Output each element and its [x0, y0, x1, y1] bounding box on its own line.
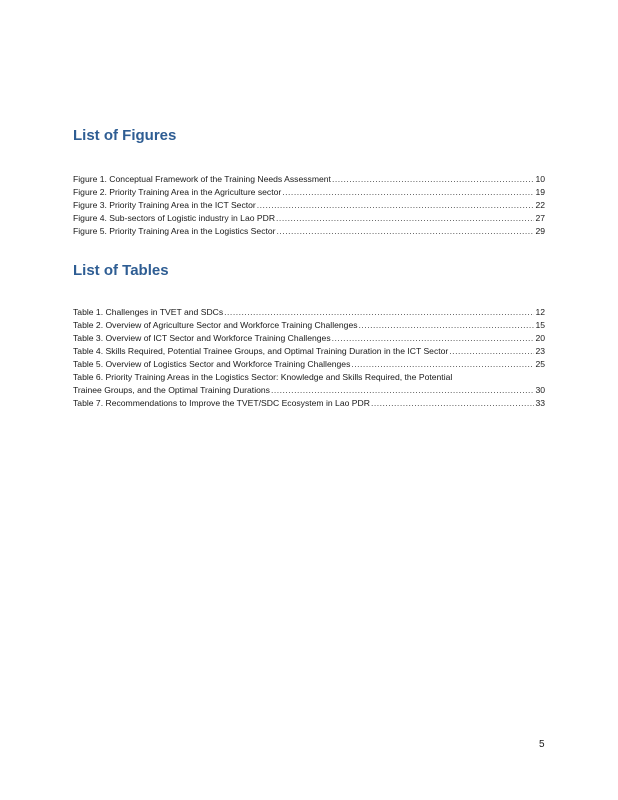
entry-page-number: 23 [535, 346, 545, 356]
entry-page-number: 33 [535, 398, 545, 408]
entry-title-line-2: Trainee Groups, and the Optimal Training Durations [73, 385, 270, 395]
dot-leader [224, 306, 534, 319]
list-of-tables-heading: List of Tables [73, 262, 169, 279]
dot-leader [332, 173, 535, 186]
list-of-figures-heading: List of Figures [73, 127, 177, 144]
entry-page-number: 20 [535, 333, 545, 343]
entry-last-line [73, 384, 545, 397]
entry-page-number: 27 [535, 213, 545, 223]
table-entry-1[interactable] [73, 306, 545, 319]
entry-title: Table 3. Overview of ICT Sector and Workforce Training Challenges [73, 333, 331, 343]
entry-page-number: 19 [535, 187, 545, 197]
figure-entry-5[interactable] [73, 225, 545, 238]
tables-list [73, 306, 545, 410]
entry-title: Table 2. Overview of Agriculture Sector and Workforce Training Challenges [73, 320, 358, 330]
entry-title: Table 4. Skills Required, Potential Trainee Groups, and Optimal Training Duration in the ICT Sector [73, 346, 449, 356]
figure-entry-1[interactable] [73, 173, 545, 186]
entry-page-number: 29 [535, 226, 545, 236]
entry-page-number: 15 [535, 320, 545, 330]
table-entry-6[interactable] [73, 371, 545, 397]
entry-page-number: 30 [535, 385, 545, 395]
figure-entry-4[interactable] [73, 212, 545, 225]
entry-title: Table 1. Challenges in TVET and SDCs [73, 307, 224, 317]
entry-title: Table 7. Recommendations to Improve the TVET/SDC Ecosystem in Lao PDR [73, 398, 370, 408]
dot-leader [271, 384, 534, 397]
table-entry-4[interactable] [73, 345, 545, 358]
entry-title: Figure 4. Sub-sectors of Logistic industry in Lao PDR [73, 213, 276, 223]
dot-leader [257, 199, 535, 212]
entry-title-line-1: Table 6. Priority Training Areas in the Logistics Sector: Knowledge and Skills Required, the Potential [73, 372, 453, 382]
entry-title: Table 5. Overview of Logistics Sector and Workforce Training Challenges [73, 359, 351, 369]
figure-entry-3[interactable] [73, 199, 545, 212]
figure-entry-2[interactable] [73, 186, 545, 199]
table-entry-3[interactable] [73, 332, 545, 345]
dot-leader [449, 345, 534, 358]
entry-page-number: 10 [535, 174, 545, 184]
table-entry-2[interactable] [73, 319, 545, 332]
dot-leader [351, 358, 534, 371]
dot-leader [276, 212, 534, 225]
page-number: 5 [539, 739, 545, 750]
entry-title: Figure 5. Priority Training Area in the Logistics Sector [73, 226, 276, 236]
dot-leader [371, 397, 535, 410]
dot-leader [277, 225, 535, 238]
figures-list [73, 173, 545, 238]
dot-leader [282, 186, 534, 199]
entry-page-number: 12 [535, 307, 545, 317]
entry-title: Figure 1. Conceptual Framework of the Training Needs Assessment [73, 174, 331, 184]
dot-leader [359, 319, 535, 332]
table-entry-7[interactable] [73, 397, 545, 410]
dot-leader [332, 332, 535, 345]
entry-title: Figure 2. Priority Training Area in the Agriculture sector [73, 187, 282, 197]
entry-page-number: 25 [535, 359, 545, 369]
table-entry-5[interactable] [73, 358, 545, 371]
entry-page-number: 22 [535, 200, 545, 210]
entry-title: Figure 3. Priority Training Area in the ICT Sector [73, 200, 256, 210]
